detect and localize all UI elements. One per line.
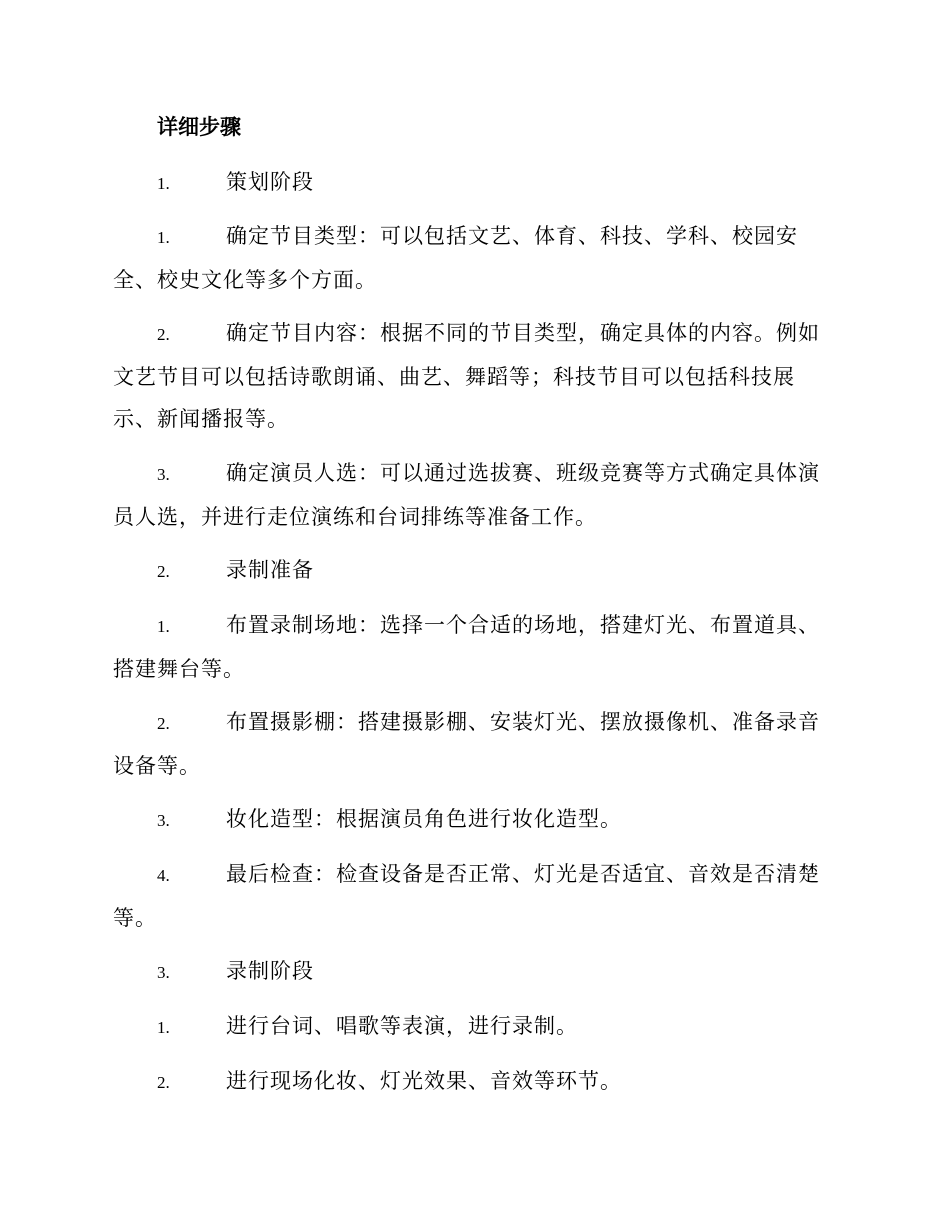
list-item	[113, 853, 833, 939]
list-item-number: 3.	[157, 811, 170, 830]
list-item-number: 3.	[157, 465, 170, 484]
list-item	[113, 215, 833, 301]
list-item	[113, 798, 833, 842]
list-item-number: 1.	[157, 617, 170, 636]
list-item	[113, 549, 833, 593]
list-item-text: 进行现场化妆、灯光效果、音效等环节。	[226, 1069, 622, 1093]
list-item	[113, 1060, 833, 1104]
list-item-text: 录制准备	[226, 558, 314, 582]
list-item-text: 妆化造型：根据演员角色进行妆化造型。	[226, 807, 622, 831]
list-item	[113, 312, 833, 440]
list-item-text: 确定演员人选：可以通过选拔赛、班级竞赛等方式确定具体演员人选，并进行走位演练和台词排练等准备工作。	[113, 461, 820, 529]
list-item	[113, 161, 833, 205]
list-item-number: 2.	[157, 325, 170, 344]
list-item-text: 最后检查：检查设备是否正常、灯光是否适宜、音效是否清楚等。	[113, 862, 820, 930]
section-heading: 详细步骤	[157, 114, 241, 139]
list-item	[113, 950, 833, 994]
list-item-text: 布置摄影棚：搭建摄影棚、安装灯光、摆放摄像机、准备录音设备等。	[113, 710, 820, 778]
list-item-number: 2.	[157, 1073, 170, 1092]
list-item-number: 1.	[157, 228, 170, 247]
list-item	[113, 1005, 833, 1049]
list-item	[113, 604, 833, 690]
list-item-number: 2.	[157, 562, 170, 581]
list-item-number: 1.	[157, 174, 170, 193]
list-item-text: 进行台词、唱歌等表演，进行录制。	[226, 1014, 578, 1038]
list-item-text: 录制阶段	[226, 959, 314, 983]
list-item-number: 2.	[157, 714, 170, 733]
list-item-text: 确定节目内容：根据不同的节目类型，确定具体的内容。例如文艺节目可以包括诗歌朗诵、曲艺、舞蹈等；科技节目可以包括科技展示、新闻播报等。	[113, 321, 820, 431]
list-item-number: 1.	[157, 1018, 170, 1037]
list-item-text: 布置录制场地：选择一个合适的场地，搭建灯光、布置道具、搭建舞台等。	[113, 613, 820, 681]
list-item-text: 确定节目类型：可以包括文艺、体育、科技、学科、校园安全、校史文化等多个方面。	[113, 224, 798, 292]
list-item-text: 策划阶段	[226, 170, 314, 194]
list-item	[113, 452, 833, 538]
list-item-number: 3.	[157, 963, 170, 982]
list-item-number: 4.	[157, 866, 170, 885]
list-item	[113, 701, 833, 787]
